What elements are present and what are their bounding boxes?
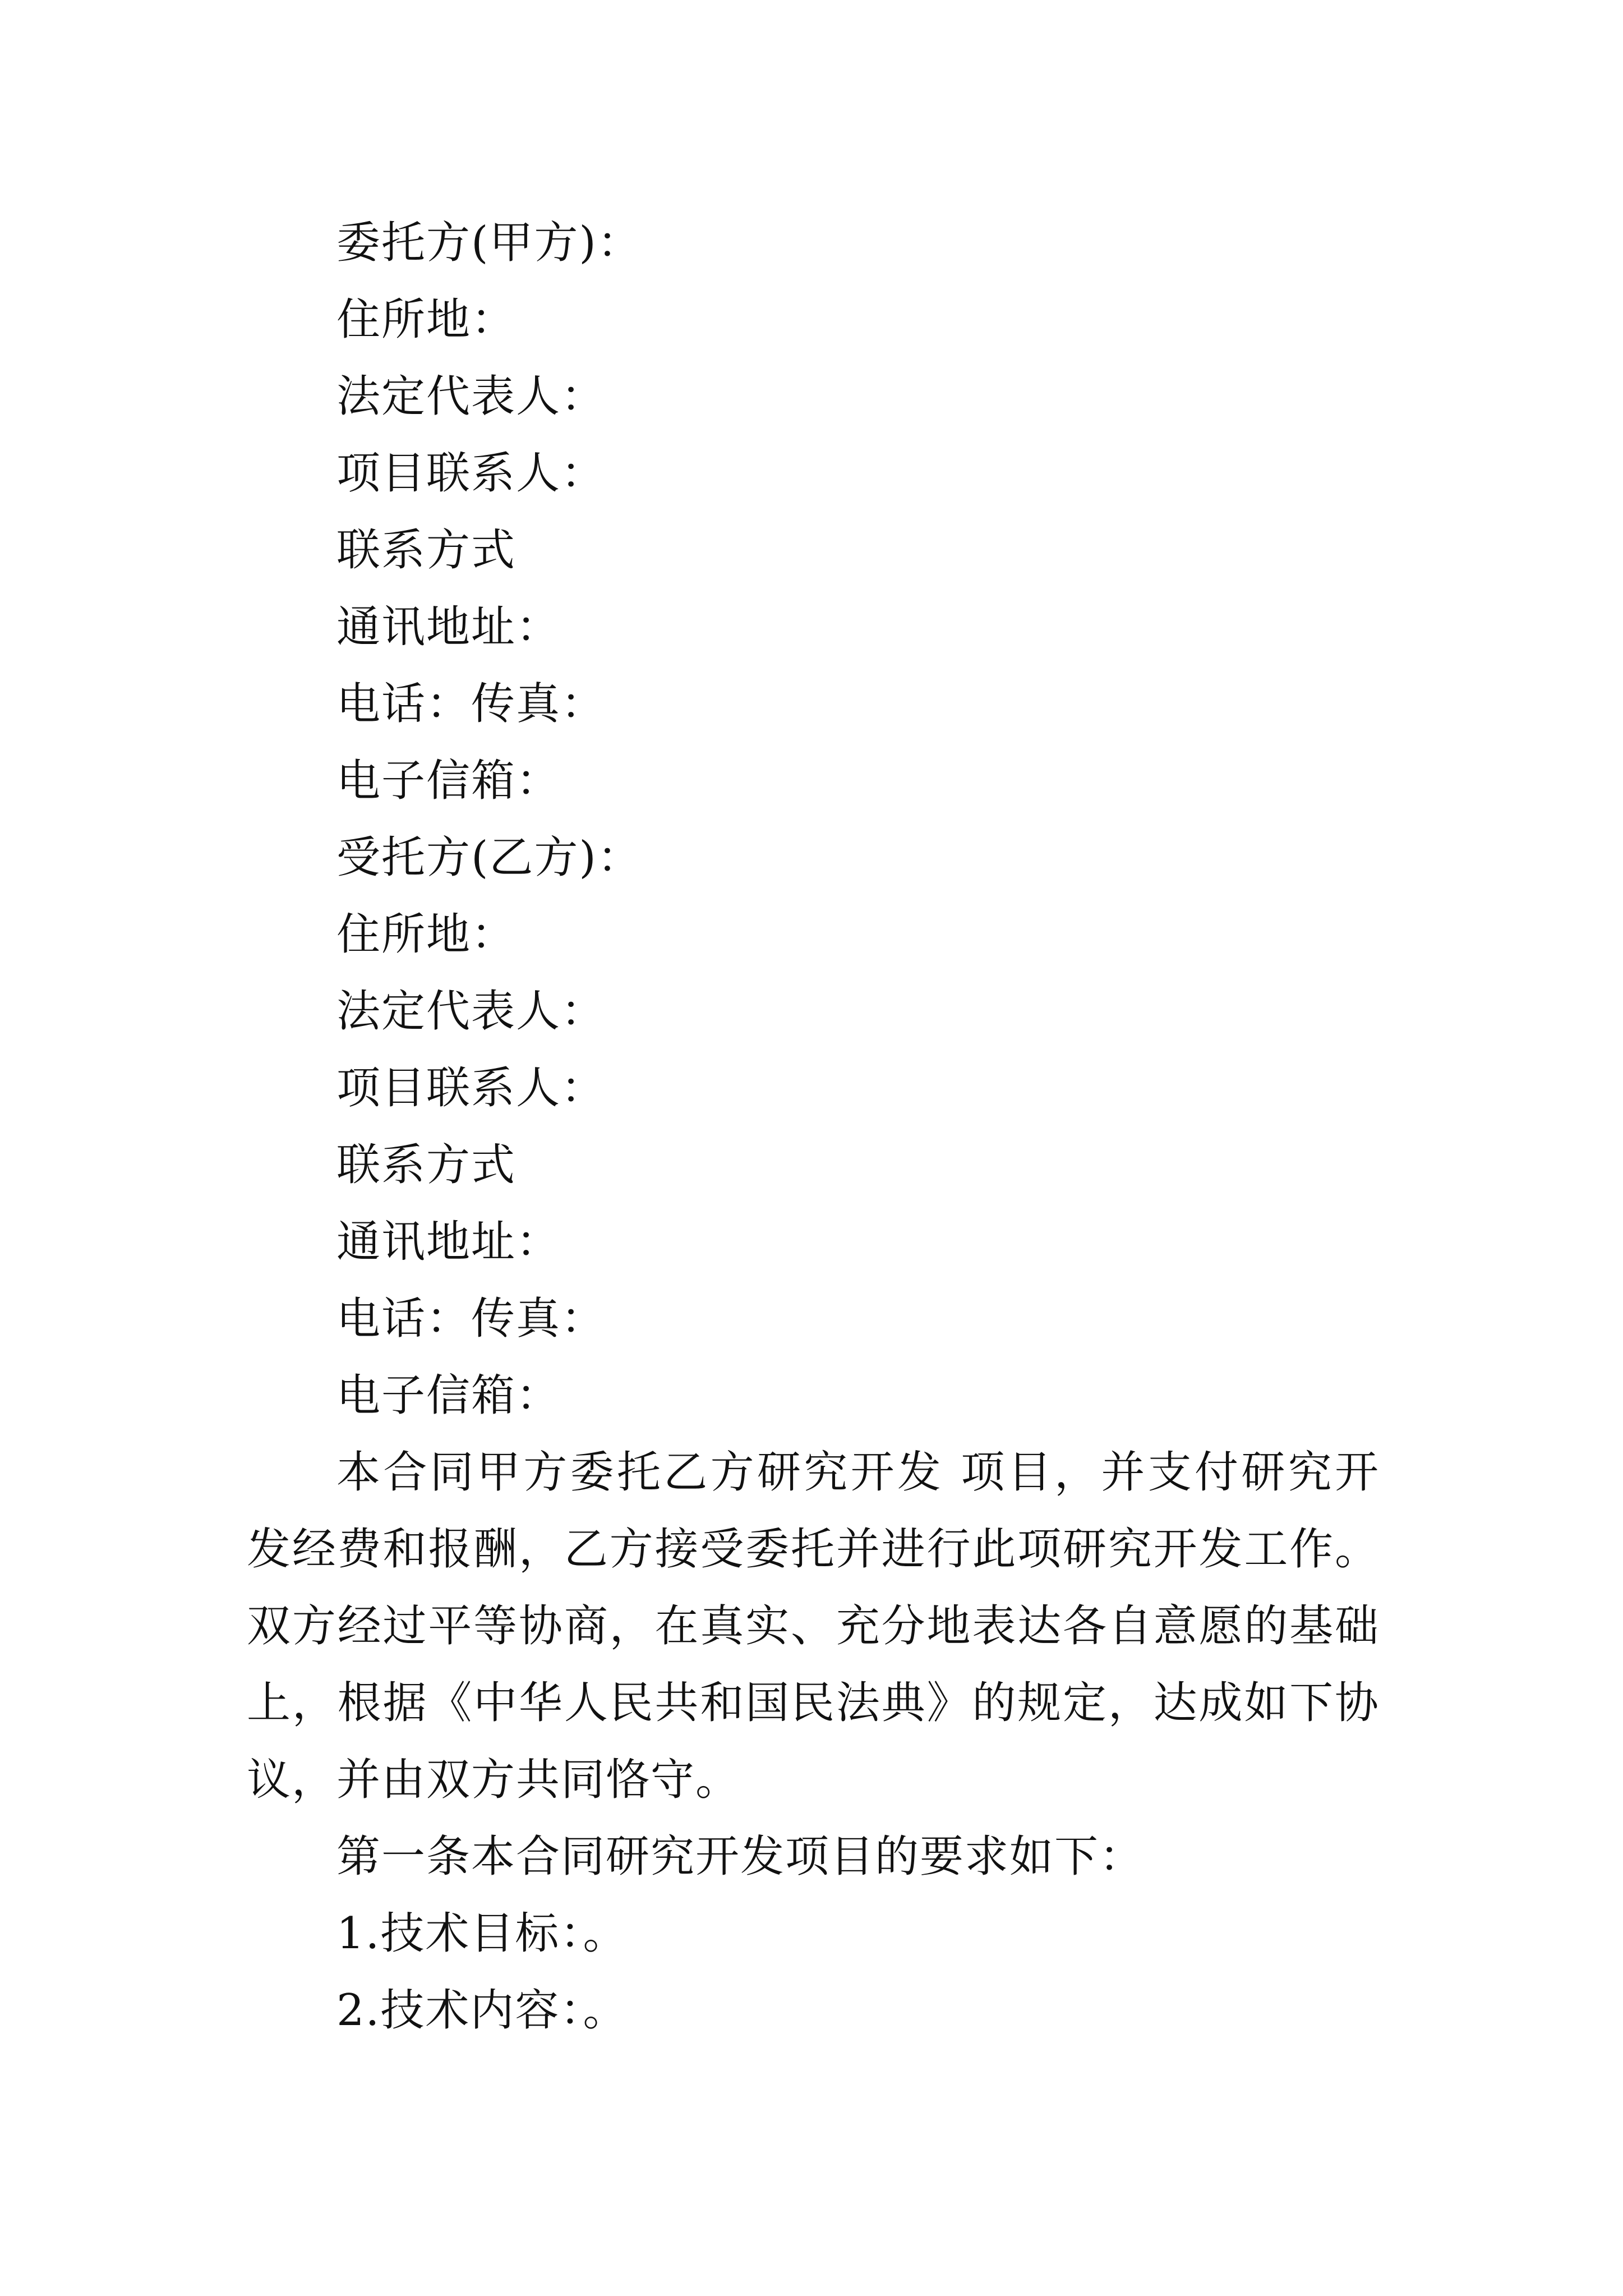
document-body xyxy=(247,205,1380,2049)
party-b-phone-fax: 电话：传真： xyxy=(336,1294,606,1344)
party-b-contact-method: 联系方式 xyxy=(336,1140,517,1190)
party-b-legal-rep: 法定代表人： xyxy=(336,986,606,1037)
party-a-contact-person: 项目联系人： xyxy=(336,448,606,499)
article-1-item-2: 2.技术内容：。 xyxy=(336,1985,628,2036)
party-b-email: 电子信箱： xyxy=(336,1370,561,1421)
party-a-legal-rep: 法定代表人： xyxy=(336,371,606,422)
party-a-phone-fax: 电话：传真： xyxy=(336,679,606,729)
party-a-address: 住所地： xyxy=(336,295,517,345)
party-b-contact-person: 项目联系人： xyxy=(336,1063,606,1114)
party-a-email: 电子信箱： xyxy=(336,756,561,806)
preamble-paragraph: 本合同甲方委托乙方研究开发 项目，并支付研究开发经费和报酬，乙方接受委托并进行此项研究开发工作。双方经过平等协商，在真实、充分地表达各自意愿的基础上，根据《中华人民共和国民法典》的规定，达成如下协议，并由双方共同恪守。 xyxy=(247,1447,1380,1805)
party-b-mailing-address: 通讯地址： xyxy=(336,1217,561,1267)
party-b-title: 受托方(乙方)： xyxy=(336,832,642,883)
party-a-contact-method: 联系方式 xyxy=(336,525,517,576)
article-1-item-1: 1.技术目标：。 xyxy=(336,1908,628,1959)
article-1-heading: 第一条本合同研究开发项目的要求如下： xyxy=(336,1832,1145,1882)
party-a-mailing-address: 通讯地址： xyxy=(336,602,561,652)
party-a-title: 委托方(甲方)： xyxy=(336,218,642,268)
party-b-address: 住所地： xyxy=(336,909,517,960)
